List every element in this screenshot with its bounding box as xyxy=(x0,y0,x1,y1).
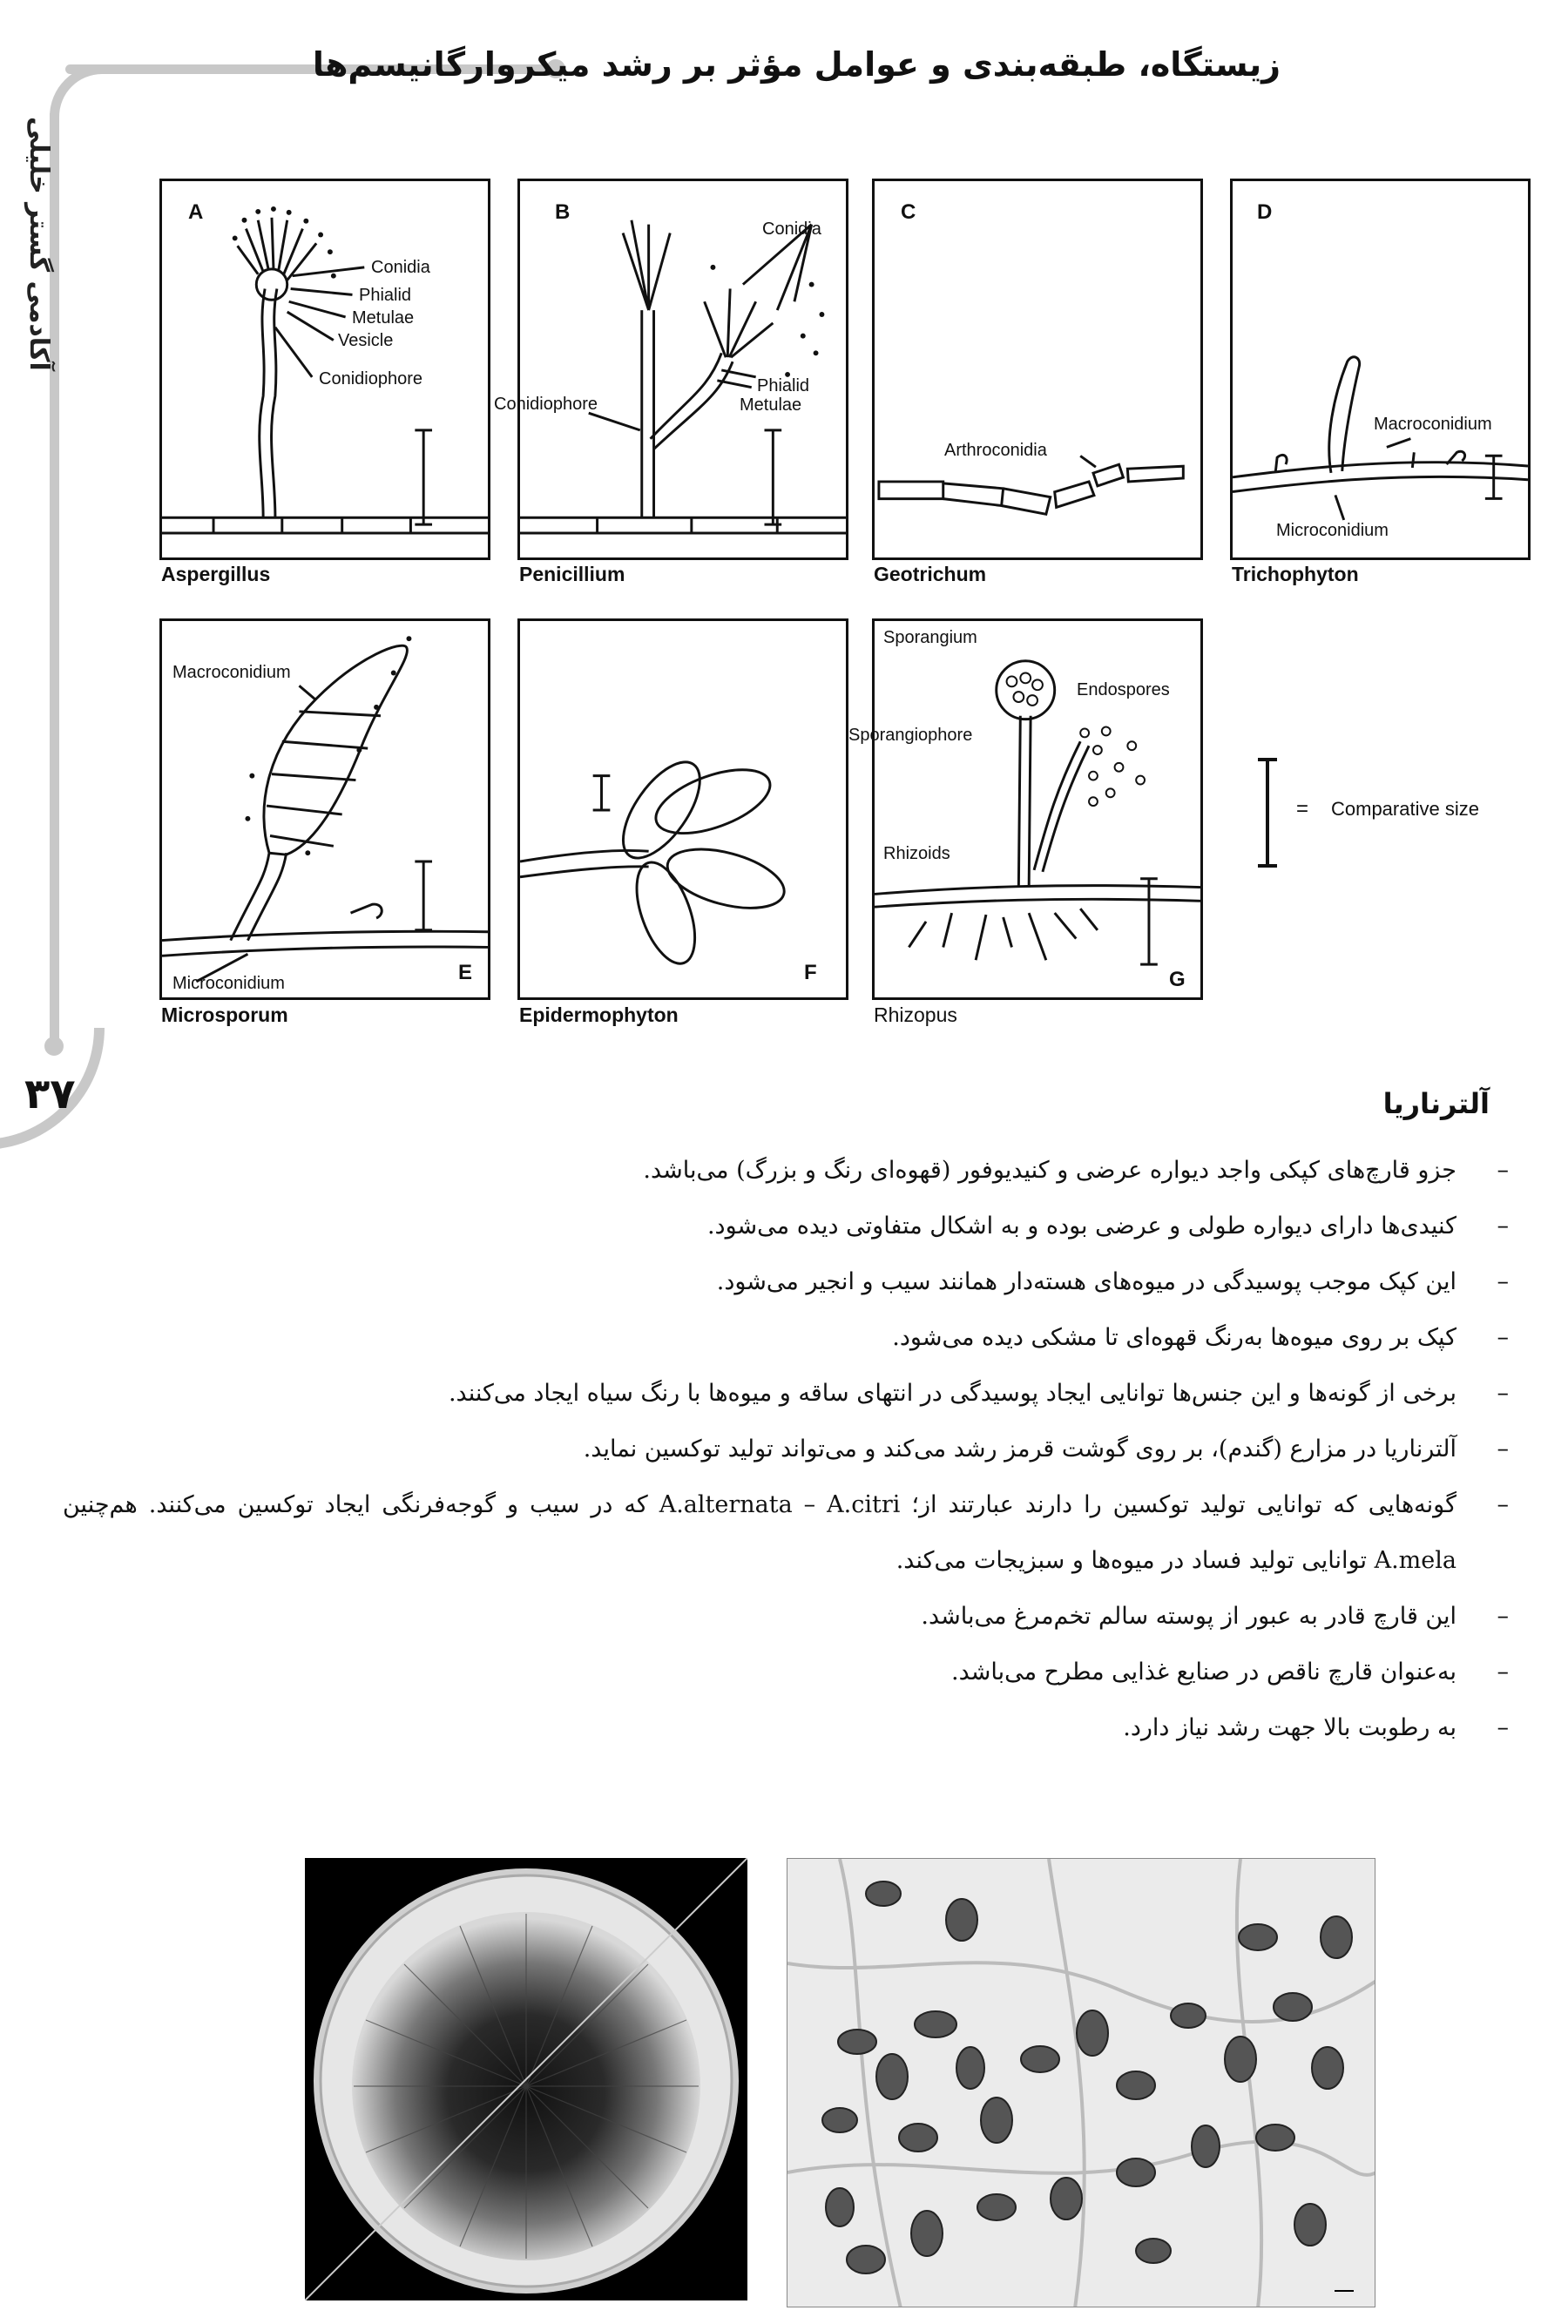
panel-letter: G xyxy=(1169,968,1186,991)
label-arthroconidia: Arthroconidia xyxy=(944,441,1047,460)
list-item-text: به رطوبت بالا جهت رشد نیاز دارد. xyxy=(1123,1714,1456,1741)
bullet-dash: – xyxy=(1497,1157,1509,1184)
list-item xyxy=(63,1366,1509,1422)
panel-letter: F xyxy=(804,961,817,984)
geotrichum-illustration xyxy=(875,181,1200,557)
list-item-text: جزو قارچ‌های کپکی واجد دیواره عرضی و کنیدیوفور (قهوه‌ای رنگ و بزرگ) می‌باشد. xyxy=(643,1157,1456,1184)
trichophyton-illustration xyxy=(1233,181,1528,557)
list-item xyxy=(63,1422,1509,1477)
bullet-dash: – xyxy=(1497,1436,1509,1463)
figure-panel-microsporum xyxy=(159,618,490,1000)
list-item-text: آلترناریا در مزارع (گندم)، بر روی گوشت قرمز رشد می‌کند و می‌تواند تولید توکسین نماید. xyxy=(583,1436,1456,1463)
panel-letter: C xyxy=(901,200,916,224)
legend-equals: = xyxy=(1296,797,1309,821)
list-item xyxy=(63,1477,1509,1589)
caption-microsporum: Microsporum xyxy=(161,1003,288,1026)
rhizopus-illustration xyxy=(875,621,1200,997)
caption-epidermophyton: Epidermophyton xyxy=(519,1003,679,1026)
panel-letter: A xyxy=(188,200,204,224)
list-item xyxy=(63,1645,1509,1700)
list-item xyxy=(63,1589,1509,1645)
list-item-text: این کپک موجب پوسیدگی در میوه‌های هسته‌دار همانند سیب و انجیر می‌شود. xyxy=(716,1268,1456,1295)
micrograph-photo xyxy=(787,1858,1375,2307)
label-metulae: Metulae xyxy=(740,395,802,415)
panel-letter: E xyxy=(458,961,473,984)
bullet-dash: – xyxy=(1497,1491,1509,1518)
figure-panel-aspergillus xyxy=(159,179,490,560)
list-item xyxy=(63,1199,1509,1254)
label-conidia: Conidia xyxy=(371,258,430,277)
label-metulae: Metulae xyxy=(352,308,415,328)
bullet-list xyxy=(63,1143,1509,1756)
bullet-dash: – xyxy=(1497,1213,1509,1240)
label-phialid: Phialid xyxy=(757,376,810,395)
comparative-size-bar xyxy=(1254,756,1281,869)
list-item xyxy=(63,1143,1509,1199)
list-item xyxy=(63,1700,1509,1756)
label-rhizoids: Rhizoids xyxy=(883,844,950,863)
section-title: آلترناریا xyxy=(1382,1087,1490,1120)
micrograph-image xyxy=(787,1859,1375,2307)
label-conidiophore: Conidiophore xyxy=(494,395,598,414)
list-item xyxy=(63,1254,1509,1310)
label-phialid: Phialid xyxy=(359,286,412,305)
bullet-dash: – xyxy=(1497,1380,1509,1407)
label-endospores: Endospores xyxy=(1077,680,1170,699)
list-item-text: به‌عنوان قارچ ناقص در صنایع غذایی مطرح می‌باشد. xyxy=(950,1659,1456,1686)
bullet-dash: – xyxy=(1497,1324,1509,1351)
list-item-text: گونه‌هایی که توانایی تولید توکسین را دارند عبارتند از؛ A.alternata – A.citri که در سیب و گوجه‌فرنگی ایجاد توکسین می‌کنند. هم‌چنین A.mela توانایی تولید فساد در میوه‌ها و سبزیجات می‌کند. xyxy=(63,1491,1456,1574)
label-vesicle: Vesicle xyxy=(338,331,394,350)
page-number: ۳۷ xyxy=(24,1070,76,1118)
page-title: زیستگاه، طبقه‌بندی و عوامل مؤثر بر رشد میکروارگانیسم‌ها xyxy=(312,45,1281,84)
figure-panel-epidermophyton xyxy=(517,618,848,1000)
list-item-text: کپک بر روی میوه‌ها به‌رنگ قهوه‌ای تا مشکی دیده می‌شود. xyxy=(892,1324,1456,1351)
figure-panel-geotrichum xyxy=(872,179,1203,560)
legend-label: Comparative size xyxy=(1331,798,1479,820)
list-item xyxy=(63,1310,1509,1366)
brand-logo-text: آکادمی گستر خلیلی xyxy=(24,117,54,371)
label-microconidium: Microconidium xyxy=(172,974,285,993)
list-item-text: این قارچ قادر به عبور از پوسته سالم تخم‌مرغ می‌باشد. xyxy=(921,1603,1456,1630)
label-microconidium: Microconidium xyxy=(1276,521,1389,540)
panel-letter: B xyxy=(555,200,571,224)
figure-panel-rhizopus xyxy=(848,618,1203,1000)
label-conidia: Conidia xyxy=(762,220,821,239)
bullet-dash: – xyxy=(1497,1714,1509,1741)
epidermophyton-illustration xyxy=(520,621,846,997)
label-macroconidium: Macroconidium xyxy=(1374,415,1492,434)
bullet-dash: – xyxy=(1497,1659,1509,1686)
label-sporangiophore: Sporangiophore xyxy=(848,726,973,745)
list-item-text: کنیدی‌ها دارای دیواره طولی و عرضی بوده و به اشکال متفاوتی دیده می‌شود. xyxy=(706,1213,1456,1240)
label-conidiophore: Conidiophore xyxy=(319,369,422,388)
panel-letter: D xyxy=(1257,200,1273,224)
bullet-dash: – xyxy=(1497,1603,1509,1630)
caption-rhizopus: Rhizopus xyxy=(874,1003,957,1026)
figure-panel-trichophyton xyxy=(1230,179,1531,560)
caption-penicillium: Penicillium xyxy=(519,563,625,585)
petri-dish-photo xyxy=(305,1858,747,2300)
caption-geotrichum: Geotrichum xyxy=(874,563,987,585)
petri-dish-image xyxy=(305,1858,747,2300)
label-sporangium: Sporangium xyxy=(883,628,977,647)
caption-trichophyton: Trichophyton xyxy=(1232,563,1359,585)
figure-panel-penicillium xyxy=(494,179,848,560)
bullet-dash: – xyxy=(1497,1268,1509,1295)
label-macroconidium: Macroconidium xyxy=(172,663,291,682)
caption-aspergillus: Aspergillus xyxy=(161,563,271,585)
list-item-text: برخی از گونه‌ها و این جنس‌ها توانایی ایجاد پوسیدگی در انتهای ساقه و میوه‌ها با رنگ سیاه ایجاد می‌کنند. xyxy=(448,1380,1456,1407)
